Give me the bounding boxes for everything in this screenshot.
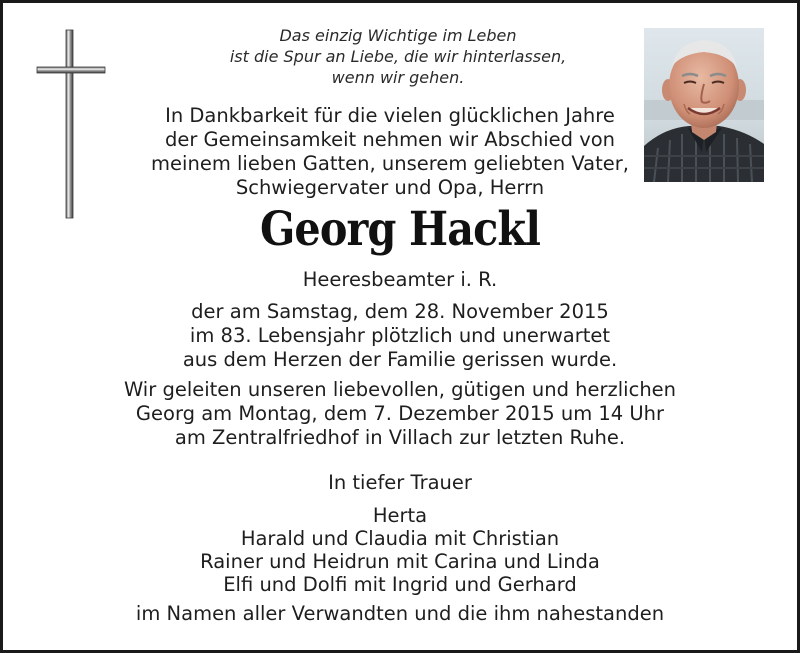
funeral-info-line: Georg am Montag, dem 7. Dezember 2015 um 14 Uhr [135,402,665,425]
intro-line: Schwiegervater und Opa, Herrn [235,176,545,199]
death-info-line: aus dem Herzen der Familie gerissen wurde. [182,348,618,371]
motto-line: Das einzig Wichtige im Leben [279,26,517,45]
intro-line: meinem lieben Gatten, unserem geliebten Vater, [151,152,629,175]
motto-line: ist die Spur an Liebe, die wir hinterlassen, [229,47,567,66]
mourner-name: Herta [372,504,428,527]
portrait-photo [644,28,764,182]
mourning-heading: In tiefer Trauer [328,471,472,494]
funeral-info-line: am Zentralfriedhof in Villach zur letzten Ruhe. [174,426,626,449]
motto-line: wenn wir gehen. [331,68,465,87]
mourner-name: Harald und Claudia mit Christian [240,527,560,550]
intro-line: In Dankbarkeit für die vielen glücklichen Jahre [165,104,615,127]
cross-icon [36,29,106,219]
deceased-name: Georg Hackl [259,202,541,257]
intro-line: der Gemeinsamkeit nehmen wir Abschied von [164,128,616,151]
funeral-info-line: Wir geleiten unseren liebevollen, gütigen und herzlichen [123,378,677,401]
closing-line: im Namen aller Verwandten und die ihm nahestanden [135,602,665,625]
deceased-title: Heeresbeamter i. R. [302,268,498,291]
death-info-line: der am Samstag, dem 28. November 2015 [191,300,609,323]
death-info-line: im 83. Lebensjahr plötzlich und unerwartet [189,324,611,347]
mourner-name: Rainer und Heidrun mit Carina und Linda [200,550,600,573]
mourner-name: Elfi und Dolfi mit Ingrid und Gerhard [223,573,577,596]
